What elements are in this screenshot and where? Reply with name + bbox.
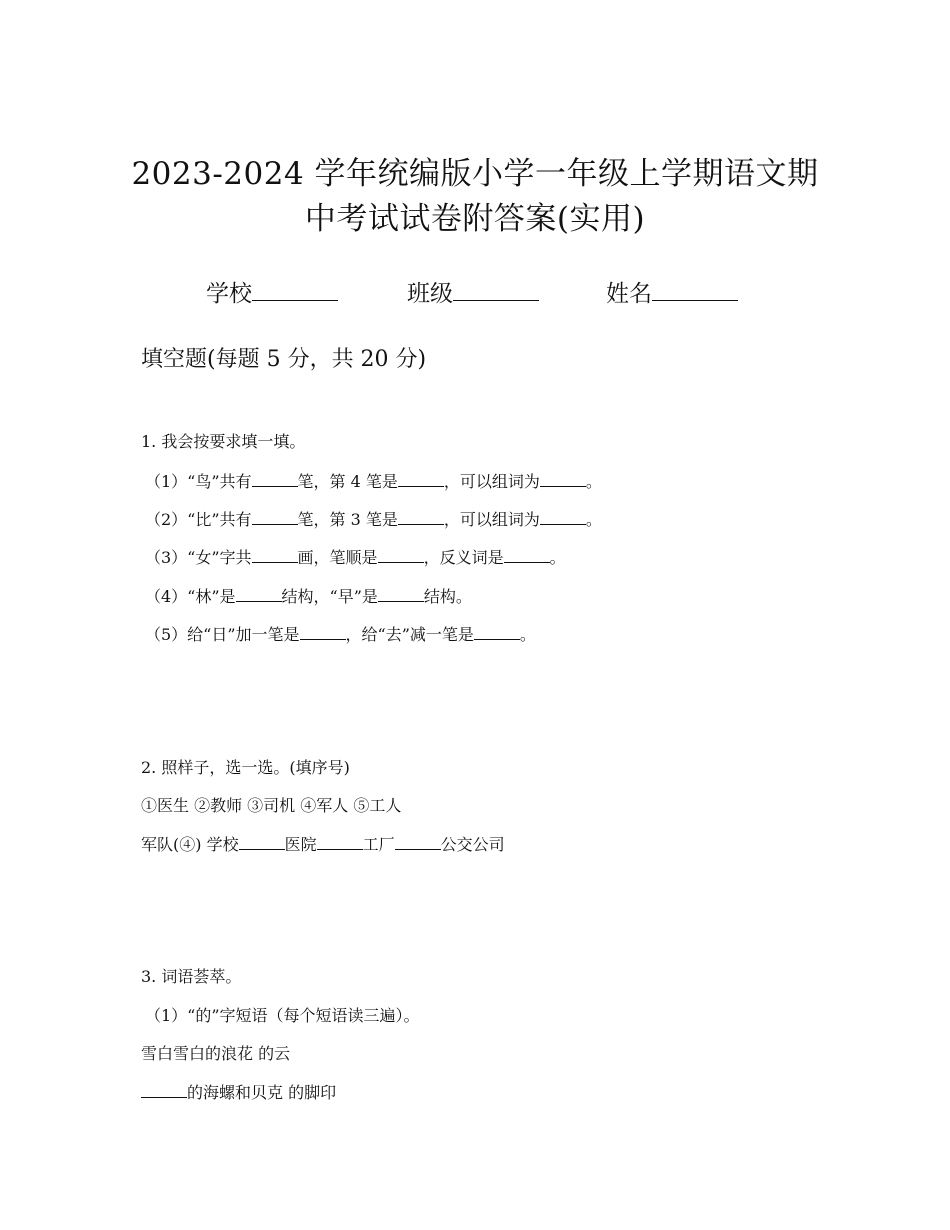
q3-row-1: 雪白雪白的浪花 的云 (141, 1044, 291, 1063)
class-label: 班级 (407, 281, 453, 307)
name-blank[interactable] (652, 276, 738, 301)
q2-text-b: 医院 (284, 835, 317, 854)
answer-blank[interactable] (474, 622, 520, 640)
q1-2-text-d: 。 (585, 510, 602, 529)
answer-blank[interactable] (252, 469, 298, 487)
answer-blank[interactable] (540, 507, 586, 525)
school-blank[interactable] (252, 276, 338, 301)
q1-1-text-c: ，可以组词为 (443, 472, 540, 491)
q1-4-text-b: 结构，“早”是 (281, 587, 378, 606)
q1-1-text-b: 笔，第 4 笔是 (297, 472, 398, 491)
q1-3-text-d: 。 (549, 548, 566, 567)
q1-item-5 (145, 622, 536, 647)
q1-heading: 1. 我会按要求填一填。 (141, 432, 306, 451)
q1-1-text-d: 。 (585, 472, 602, 491)
answer-blank[interactable] (236, 584, 282, 602)
name-label: 姓名 (606, 281, 652, 307)
q1-item-3 (145, 545, 566, 570)
answer-blank[interactable] (239, 832, 285, 850)
school-label: 学校 (206, 281, 252, 307)
q3-heading: 3. 词语荟萃。 (141, 967, 242, 986)
q2-text-c: 工厂 (362, 835, 395, 854)
q2-text-a: 军队(④) 学校 (141, 835, 239, 854)
answer-blank[interactable] (378, 545, 424, 563)
exam-title-line1: 2023-2024 学年统编版小学一年级上学期语文期 (131, 156, 819, 192)
answer-blank[interactable] (300, 622, 346, 640)
q1-2-text-b: 笔，第 3 笔是 (297, 510, 398, 529)
q1-item-4 (145, 584, 472, 609)
q1-3-text-a: （3）“女”字共 (145, 548, 252, 567)
q1-1-text-a: （1）“鸟”共有 (145, 472, 252, 491)
answer-blank[interactable] (398, 469, 444, 487)
q1-4-text-a: （4）“林”是 (145, 587, 236, 606)
q1-5-text-b: ，给“去”减一笔是 (345, 625, 474, 644)
q1-5-text-c: 。 (519, 625, 536, 644)
q1-2-text-c: ，可以组词为 (443, 510, 540, 529)
exam-title-line2: 中考试试卷附答案(实用) (304, 201, 646, 237)
q2-answer-line (141, 832, 505, 857)
q2-text-d: 公交公司 (440, 835, 505, 854)
q2-options: ①医生 ②教师 ③司机 ④军人 ⑤工人 (141, 796, 402, 815)
q1-item-2 (145, 507, 602, 532)
answer-blank[interactable] (378, 584, 424, 602)
q1-2-text-a: （2）“比”共有 (145, 510, 252, 529)
q1-3-text-b: 画，笔顺是 (297, 548, 378, 567)
answer-blank[interactable] (504, 545, 550, 563)
class-field (407, 276, 539, 311)
answer-blank[interactable] (317, 832, 363, 850)
q1-5-text-a: （5）给“日”加一笔是 (145, 625, 300, 644)
answer-blank[interactable] (540, 469, 586, 487)
q3-row-2 (141, 1080, 336, 1105)
q1-item-1 (145, 469, 602, 494)
class-blank[interactable] (453, 276, 539, 301)
q3-row-2-text: 的海螺和贝克 的脚印 (187, 1083, 337, 1102)
q1-4-text-c: 结构。 (423, 587, 472, 606)
school-field (206, 276, 338, 311)
answer-blank[interactable] (398, 507, 444, 525)
answer-blank[interactable] (252, 545, 298, 563)
name-field (606, 276, 738, 311)
q2-heading: 2. 照样子，选一选。(填序号) (141, 758, 350, 777)
section-heading: 填空题(每题 5 分，共 20 分) (141, 347, 427, 372)
answer-blank[interactable] (395, 832, 441, 850)
answer-blank[interactable] (141, 1080, 187, 1098)
q1-3-text-c: ，反义词是 (423, 548, 504, 567)
q3-subheading: （1）“的”字短语（每个短语读三遍）。 (145, 1006, 420, 1025)
answer-blank[interactable] (252, 507, 298, 525)
